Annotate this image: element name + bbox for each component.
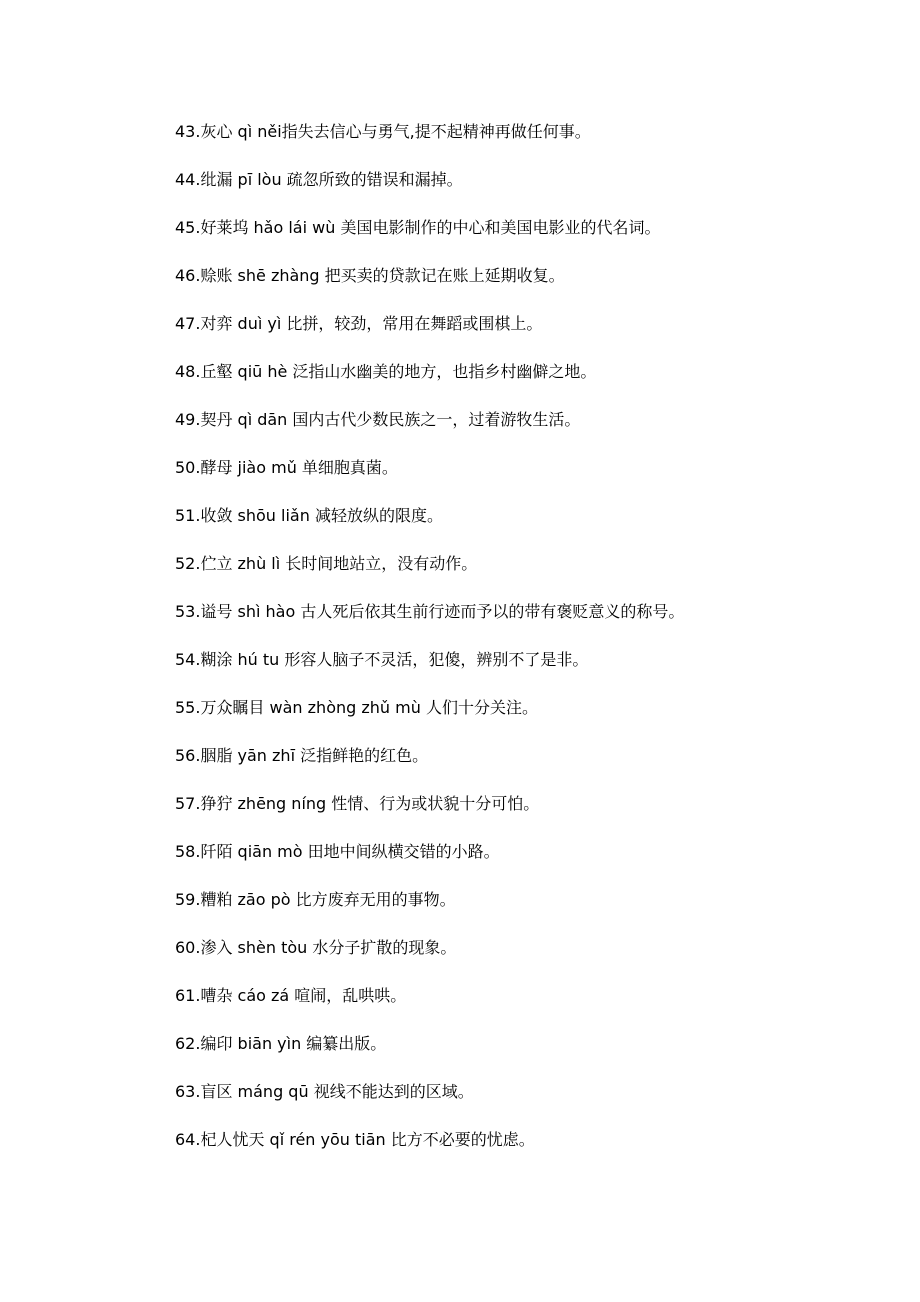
list-item: 64.杞人忧天 qǐ rén yōu tiān 比方不必要的忧虑。	[175, 1130, 535, 1149]
list-item: 61.嘈杂 cáo zá 喧闹，乱哄哄。	[175, 986, 407, 1005]
list-item: 47.对弈 duì yì 比拼，较劲，常用在舞蹈或围棋上。	[175, 314, 543, 333]
list-item: 59.糟粕 zāo pò 比方废弃无用的事物。	[175, 890, 456, 909]
list-item: 49.契丹 qì dān 国内古代少数民族之一，过着游牧生活。	[175, 410, 581, 429]
list-item: 48.丘壑 qiū hè 泛指山水幽美的地方，也指乡村幽僻之地。	[175, 362, 597, 381]
list-item: 45.好莱坞 hǎo lái wù 美国电影制作的中心和美国电影业的代名词。	[175, 218, 661, 237]
vocabulary-list	[175, 118, 895, 1174]
list-item: 57.狰狞 zhēng níng 性情、行为或状貌十分可怕。	[175, 794, 540, 813]
list-item: 54.糊涂 hú tu 形容人脑子不灵活，犯傻，辨别不了是非。	[175, 650, 589, 669]
list-item: 55.万众瞩目 wàn zhòng zhǔ mù 人们十分关注。	[175, 698, 538, 717]
list-item: 58.阡陌 qiān mò 田地中间纵横交错的小路。	[175, 842, 500, 861]
list-item: 43.灰心 qì něi指失去信心与勇气,提不起精神再做任何事。	[175, 122, 591, 141]
list-item: 62.编印 biān yìn 编纂出版。	[175, 1034, 387, 1053]
list-item: 56.胭脂 yān zhī 泛指鲜艳的红色。	[175, 746, 429, 765]
list-item: 44.纰漏 pī lòu 疏忽所致的错误和漏掉。	[175, 170, 463, 189]
list-item: 52.伫立 zhù lì 长时间地站立，没有动作。	[175, 554, 478, 573]
list-item: 63.盲区 máng qū 视线不能达到的区域。	[175, 1082, 474, 1101]
list-item: 50.酵母 jiào mǔ 单细胞真菌。	[175, 458, 398, 477]
list-item: 46.赊账 shē zhàng 把买卖的贷款记在账上延期收复。	[175, 266, 565, 285]
list-item: 53.谥号 shì hào 古人死后依其生前行迹而予以的带有褒贬意义的称号。	[175, 602, 685, 621]
list-item: 51.收敛 shōu liǎn 减轻放纵的限度。	[175, 506, 443, 525]
list-item: 60.渗入 shèn tòu 水分子扩散的现象。	[175, 938, 457, 957]
